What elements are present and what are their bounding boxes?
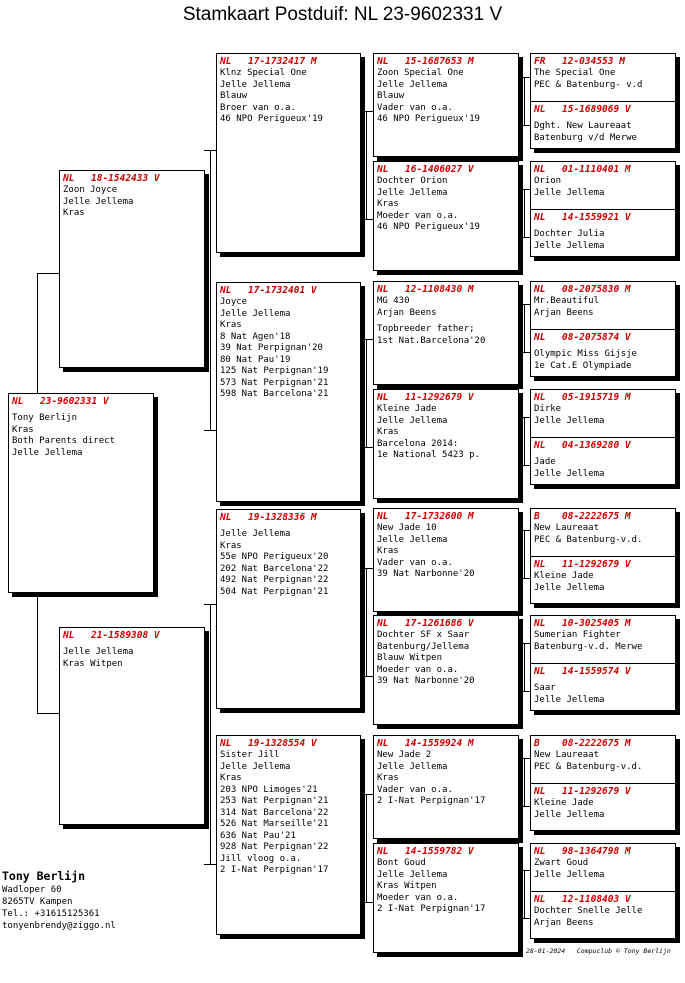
dam-entry xyxy=(531,664,675,706)
ring-id: 11-1292679 V xyxy=(405,392,474,403)
connector-line xyxy=(518,417,530,418)
info-line: Jelle Jellema xyxy=(63,647,134,657)
ring-id: 98-1364798 M xyxy=(562,846,631,857)
sire-entry xyxy=(531,616,675,663)
info-line: Jade xyxy=(534,457,556,467)
connector-line xyxy=(518,77,530,78)
connector-line xyxy=(210,150,211,430)
info-line: Jelle Jellema xyxy=(220,308,291,319)
ring-id: 18-1542433 V xyxy=(91,173,160,184)
grandparent-card xyxy=(216,735,361,935)
info-line: Kras xyxy=(220,540,242,551)
owner-email: tonyenbrendy@ziggo.nl xyxy=(2,921,116,931)
info-line: Jelle Jellema xyxy=(534,809,605,820)
ring-id: 17-1732401 V xyxy=(248,285,317,296)
connector-line xyxy=(524,189,525,237)
info-line: 46 NPO Perigueux'19 xyxy=(220,114,323,124)
ring-number xyxy=(531,892,675,906)
ring-id: 15-1687653 M xyxy=(405,56,474,67)
info-line: Jelle Jellema xyxy=(377,869,448,880)
ring-number xyxy=(531,54,675,68)
info-line: 2 I-Nat Perpignan'17 xyxy=(220,865,329,875)
info-line: PEC & Batenburg-v.d. xyxy=(534,761,643,772)
ring-id: 12-034553 M xyxy=(562,56,625,67)
info-line: New Jade 10 xyxy=(377,523,437,533)
info-line: Arjan Beens xyxy=(534,917,594,928)
info-line: Klnz Special One xyxy=(220,68,307,78)
ring-number xyxy=(531,664,675,678)
connector-line xyxy=(37,593,45,594)
info-line: Kras xyxy=(220,773,242,783)
info-line: Kras xyxy=(377,199,399,209)
info-line: Jelle Jellema xyxy=(12,447,83,458)
country-code: NL xyxy=(220,285,232,296)
info-line: Kras Witpen xyxy=(63,658,123,669)
info-line: Joyce xyxy=(220,297,248,307)
ring-number xyxy=(374,54,518,68)
great-great-grandparent-pair xyxy=(530,53,676,149)
country-code: NL xyxy=(377,618,389,629)
great-great-grandparent-pair xyxy=(530,843,676,939)
info-line: Blauw xyxy=(220,91,248,101)
connector-line xyxy=(518,465,530,466)
dam-entry xyxy=(531,892,675,929)
ring-number xyxy=(374,509,518,523)
country-code: NL xyxy=(534,618,546,629)
info-line: Arjan Beens xyxy=(377,307,437,318)
ring-id: 08-2075830 M xyxy=(562,284,631,295)
info-line: 203 NPO Limoges'21 xyxy=(220,784,318,795)
country-code: NL xyxy=(220,738,232,749)
info-line: Kras xyxy=(377,427,399,437)
ring-number xyxy=(217,736,360,750)
country-code: NL xyxy=(534,284,546,295)
connector-line xyxy=(524,77,525,125)
info-line: Blauw xyxy=(377,91,405,101)
info-line: Jelle Jellema xyxy=(534,415,605,426)
ring-number xyxy=(374,282,518,296)
info-line: 1e Cat.E Olympiade xyxy=(534,360,632,371)
dam-entry xyxy=(531,557,675,594)
sire-entry xyxy=(531,54,675,101)
connector-line xyxy=(518,806,530,807)
connector-line xyxy=(366,794,367,902)
ring-number xyxy=(531,736,675,750)
ring-id: 08-2222675 M xyxy=(562,738,631,749)
info-line: Moeder van o.a. xyxy=(377,892,459,903)
info-line: New Jade 2 xyxy=(377,750,432,760)
great-grandparent-card xyxy=(373,281,519,385)
info-line: Olympic Miss Gijsje xyxy=(534,349,637,359)
country-code: NL xyxy=(377,164,389,175)
connector-line xyxy=(360,902,373,903)
info-line: Jill vloog o.a. xyxy=(220,853,302,864)
country-code: NL xyxy=(534,666,546,677)
info-line: 46 NPO Perigueux'19 xyxy=(377,222,480,232)
ring-number xyxy=(374,844,518,858)
country-code: NL xyxy=(63,173,75,184)
info-line: Jelle Jellema xyxy=(377,187,448,198)
connector-line xyxy=(360,568,373,569)
connector-line xyxy=(518,578,530,579)
sire-card xyxy=(59,170,205,368)
info-line: Orion xyxy=(534,176,562,186)
info-line: Batenburg v/d Merwe xyxy=(534,132,637,143)
info-line: Batenburg-v.d. Merwe xyxy=(534,641,643,652)
info-line: Kleine Jade xyxy=(534,571,594,581)
grandparent-card xyxy=(216,282,361,502)
ring-number xyxy=(374,616,518,630)
info-line: Vader van o.a. xyxy=(377,102,453,113)
country-code: NL xyxy=(534,212,546,223)
country-code: NL xyxy=(377,846,389,857)
country-code: NL xyxy=(534,846,546,857)
country-code: NL xyxy=(377,284,389,295)
connector-line xyxy=(204,150,216,151)
info-line: 253 Nat Perpignan'21 xyxy=(220,796,329,806)
info-line: Dirke xyxy=(534,404,562,414)
great-grandparent-card xyxy=(373,843,519,953)
ring-number xyxy=(531,330,675,344)
dam-card xyxy=(59,627,205,825)
info-line: Jelle Jellema xyxy=(377,415,448,426)
info-line: Dochter Snelle Jelle xyxy=(534,906,643,916)
info-line: 492 Nat Perpignan'22 xyxy=(220,575,329,585)
info-line: Kras xyxy=(63,208,85,218)
info-line: 8 Nat Agen'18 xyxy=(220,331,291,342)
info-line: Jelle Jellema xyxy=(377,761,448,772)
info-line: Kras xyxy=(377,546,399,556)
owner-city: 8265TV Kampen xyxy=(2,897,73,907)
info-line: Zoon Joyce xyxy=(63,185,118,195)
info-line: Jelle Jellema xyxy=(377,534,448,545)
ring-id: 19-1328336 M xyxy=(248,512,317,523)
ring-number xyxy=(374,736,518,750)
owner-address: Wadloper 60 xyxy=(2,885,62,895)
info-line: Blauw Witpen xyxy=(377,653,443,663)
ring-number xyxy=(374,162,518,176)
ring-number xyxy=(374,390,518,404)
info-line: 202 Nat Barcelona'22 xyxy=(220,563,329,574)
ring-id: 17-1732600 M xyxy=(405,511,474,522)
ring-id: 10-3025405 M xyxy=(562,618,631,629)
connector-line xyxy=(366,111,367,219)
info-line: MG 430 xyxy=(377,296,410,306)
great-great-grandparent-pair xyxy=(530,161,676,257)
ring-number xyxy=(531,390,675,404)
connector-line xyxy=(210,604,211,864)
info-line: Jelle Jellema xyxy=(534,694,605,705)
country-code: NL xyxy=(534,392,546,403)
ring-id: 11-1292679 V xyxy=(562,559,631,570)
country-code: FR xyxy=(534,56,546,67)
great-grandparent-card xyxy=(373,161,519,271)
ring-id: 08-2222675 M xyxy=(562,511,631,522)
ring-id: 14-1559782 V xyxy=(405,846,474,857)
connector-line xyxy=(518,870,530,871)
info-line: Kras xyxy=(12,424,34,435)
info-line: Dochter Orion xyxy=(377,176,448,186)
info-line: Vader van o.a. xyxy=(377,557,453,568)
sire-entry xyxy=(531,162,675,209)
connector-line xyxy=(204,604,216,605)
info-line: PEC & Batenburg-v.d. xyxy=(534,534,643,545)
ring-number xyxy=(531,557,675,571)
connector-line xyxy=(518,352,530,353)
country-code: B xyxy=(534,738,540,749)
connector-line xyxy=(518,304,530,305)
info-line: 1e National 5423 p. xyxy=(377,450,480,460)
connector-line xyxy=(518,125,530,126)
info-line: 39 Nat Perpignan'20 xyxy=(220,343,323,353)
info-line: 39 Nat Narbonne'20 xyxy=(377,676,475,686)
ring-number xyxy=(217,510,360,524)
ring-number xyxy=(531,844,675,858)
connector-line xyxy=(524,530,525,578)
info-line: Dght. New Laureaat xyxy=(534,121,632,131)
connector-line xyxy=(37,273,59,274)
info-line: Jelle Jellema xyxy=(63,196,134,207)
info-line: 504 Nat Perpignan'21 xyxy=(220,586,329,597)
ring-number xyxy=(531,509,675,523)
info-line: Jelle Jellema xyxy=(534,187,605,198)
country-code: B xyxy=(534,511,540,522)
info-line: Moeder van o.a. xyxy=(377,664,459,675)
info-line: 526 Nat Marseille'21 xyxy=(220,819,329,829)
info-line: Jelle Jellema xyxy=(220,761,291,772)
ring-id: 14-1559921 V xyxy=(562,212,631,223)
country-code: NL xyxy=(63,630,75,641)
dam-entry xyxy=(531,102,675,144)
sire-entry xyxy=(531,509,675,556)
country-code: NL xyxy=(534,440,546,451)
info-line: New Laureaat xyxy=(534,523,600,533)
info-line: Jelle Jellema xyxy=(534,869,605,880)
subject-pigeon-card xyxy=(8,393,154,593)
info-line: 55e NPO Perigueux'20 xyxy=(220,552,329,562)
country-code: NL xyxy=(377,56,389,67)
sire-entry xyxy=(531,736,675,783)
connector-line xyxy=(518,237,530,238)
ring-number xyxy=(9,394,153,408)
connector-line xyxy=(37,713,59,714)
great-great-grandparent-pair xyxy=(530,735,676,831)
country-code: NL xyxy=(534,164,546,175)
connector-line xyxy=(360,339,373,340)
owner-block xyxy=(2,868,116,932)
ring-id: 04-1369280 V xyxy=(562,440,631,451)
dam-entry xyxy=(531,438,675,480)
info-line: Tony Berlijn xyxy=(12,413,78,423)
ring-number xyxy=(531,210,675,224)
info-line: 2 I-Nat Perpignan'17 xyxy=(377,796,486,806)
great-grandparent-card xyxy=(373,53,519,157)
great-great-grandparent-pair xyxy=(530,508,676,604)
info-line: Zwart Goud xyxy=(534,858,589,868)
connector-line xyxy=(524,870,525,918)
info-line: Kras xyxy=(220,320,242,330)
info-line: Jelle Jellema xyxy=(534,582,605,593)
connector-line xyxy=(518,691,530,692)
info-line: Jelle Jellema xyxy=(220,79,291,90)
country-code: NL xyxy=(220,512,232,523)
connector-line xyxy=(524,758,525,806)
country-code: NL xyxy=(534,332,546,343)
info-line: 573 Nat Perpignan'21 xyxy=(220,377,329,388)
ring-number xyxy=(531,616,675,630)
info-line: 314 Nat Barcelona'22 xyxy=(220,807,329,818)
info-line: Kras Witpen xyxy=(377,881,437,891)
connector-line xyxy=(518,189,530,190)
info-line: Broer van o.a. xyxy=(220,102,296,113)
info-line: Both Parents direct xyxy=(12,436,115,446)
sire-entry xyxy=(531,282,675,329)
dam-entry xyxy=(531,784,675,821)
country-code: NL xyxy=(377,392,389,403)
info-line: Dochter Julia xyxy=(534,229,605,239)
ring-number xyxy=(531,162,675,176)
info-line: Jelle Jellema xyxy=(534,468,605,479)
connector-line xyxy=(524,643,525,691)
connector-line xyxy=(366,339,367,447)
ring-id: 21-1589308 V xyxy=(91,630,160,641)
info-line: Zoon Special One xyxy=(377,68,464,78)
great-great-grandparent-pair xyxy=(530,281,676,377)
ring-id: 16-1406027 V xyxy=(405,164,474,175)
ring-id: 12-1108430 M xyxy=(405,284,474,295)
info-line: 39 Nat Narbonne'20 xyxy=(377,569,475,579)
connector-line xyxy=(518,918,530,919)
ring-number xyxy=(531,102,675,116)
info-line: Jelle Jellema xyxy=(534,240,605,251)
ring-number xyxy=(217,54,360,68)
info-line: Topbreeder father; xyxy=(377,324,475,334)
info-line: 598 Nat Barcelona'21 xyxy=(220,389,329,399)
great-grandparent-card xyxy=(373,508,519,612)
info-line: Batenburg/Jellema xyxy=(377,641,470,652)
info-line: 80 Nat Pau'19 xyxy=(220,354,291,365)
country-code: NL xyxy=(12,396,24,407)
info-line: Sumerian Fighter xyxy=(534,630,621,640)
info-line: Jelle Jellema xyxy=(377,79,448,90)
ring-number xyxy=(60,171,204,185)
ring-id: 01-1110401 M xyxy=(562,164,631,175)
ring-id: 15-1689069 V xyxy=(562,104,631,115)
connector-line xyxy=(524,417,525,465)
connector-line xyxy=(366,568,367,676)
country-code: NL xyxy=(377,511,389,522)
ring-number xyxy=(60,628,204,642)
connector-line xyxy=(360,447,373,448)
info-line: 46 NPO Perigueux'19 xyxy=(377,114,480,124)
dam-entry xyxy=(531,330,675,372)
info-line: Sister Jill xyxy=(220,750,280,760)
ring-id: 08-2075874 V xyxy=(562,332,631,343)
country-code: NL xyxy=(534,786,546,797)
info-line: 636 Nat Pau'21 xyxy=(220,830,296,841)
info-line: Kleine Jade xyxy=(377,404,437,414)
ring-id: 14-1559924 M xyxy=(405,738,474,749)
info-line: 2 I-Nat Perpignan'17 xyxy=(377,904,486,914)
info-line: 1st Nat.Barcelona'20 xyxy=(377,335,486,346)
connector-line xyxy=(524,304,525,352)
connector-line xyxy=(204,430,216,431)
ring-id: 11-1292679 V xyxy=(562,786,631,797)
great-great-grandparent-pair xyxy=(530,389,676,485)
owner-name: Tony Berlijn xyxy=(2,869,86,883)
dam-entry xyxy=(531,210,675,252)
ring-id: 12-1108403 V xyxy=(562,894,631,905)
info-line: Bont Goud xyxy=(377,858,426,868)
info-line: Mr.Beautiful xyxy=(534,296,600,306)
info-line: Moeder van o.a. xyxy=(377,210,459,221)
info-line: 125 Nat Perpignan'19 xyxy=(220,366,329,376)
connector-line xyxy=(518,643,530,644)
grandparent-card xyxy=(216,509,361,709)
ring-number xyxy=(531,282,675,296)
footer-credit: 28-01-2024 Compuclub © Tony Berlijn xyxy=(526,947,671,955)
ring-number xyxy=(531,784,675,798)
country-code: NL xyxy=(534,104,546,115)
info-line: New Laureaat xyxy=(534,750,600,760)
info-line: Kras xyxy=(377,773,399,783)
connector-line xyxy=(518,758,530,759)
ring-id: 14-1559574 V xyxy=(562,666,631,677)
sire-entry xyxy=(531,390,675,437)
connector-line xyxy=(360,111,373,112)
country-code: NL xyxy=(377,738,389,749)
country-code: NL xyxy=(220,56,232,67)
connector-line xyxy=(518,530,530,531)
info-line: The Special One xyxy=(534,68,616,78)
connector-line xyxy=(204,864,216,865)
ring-id: 05-1915719 M xyxy=(562,392,631,403)
great-grandparent-card xyxy=(373,389,519,499)
country-code: NL xyxy=(534,894,546,905)
great-grandparent-card xyxy=(373,615,519,725)
info-line: Kleine Jade xyxy=(534,798,594,808)
owner-phone: Tel.: +31615125361 xyxy=(2,909,100,919)
info-line: Arjan Beens xyxy=(534,307,594,318)
info-line: Saar xyxy=(534,683,556,693)
ring-id: 17-1732417 M xyxy=(248,56,317,67)
ring-id: 19-1328554 V xyxy=(248,738,317,749)
info-line: Vader van o.a. xyxy=(377,784,453,795)
great-grandparent-card xyxy=(373,735,519,839)
info-line: Dochter SF x Saar xyxy=(377,630,470,640)
sire-entry xyxy=(531,844,675,891)
country-code: NL xyxy=(534,559,546,570)
connector-line xyxy=(360,676,373,677)
connector-line xyxy=(360,794,373,795)
great-great-grandparent-pair xyxy=(530,615,676,711)
info-line: 928 Nat Perpignan'22 xyxy=(220,842,329,852)
grandparent-card xyxy=(216,53,361,253)
info-line: Jelle Jellema xyxy=(220,529,291,539)
page-title: Stamkaart Postduif: NL 23-9602331 V xyxy=(182,4,503,25)
ring-number xyxy=(217,283,360,297)
ring-number xyxy=(531,438,675,452)
info-line: Barcelona 2014: xyxy=(377,438,459,449)
ring-id: 17-1261686 V xyxy=(405,618,474,629)
info-line: PEC & Batenburg- v.d xyxy=(534,79,643,90)
connector-line xyxy=(360,219,373,220)
ring-id: 23-9602331 V xyxy=(40,396,109,407)
